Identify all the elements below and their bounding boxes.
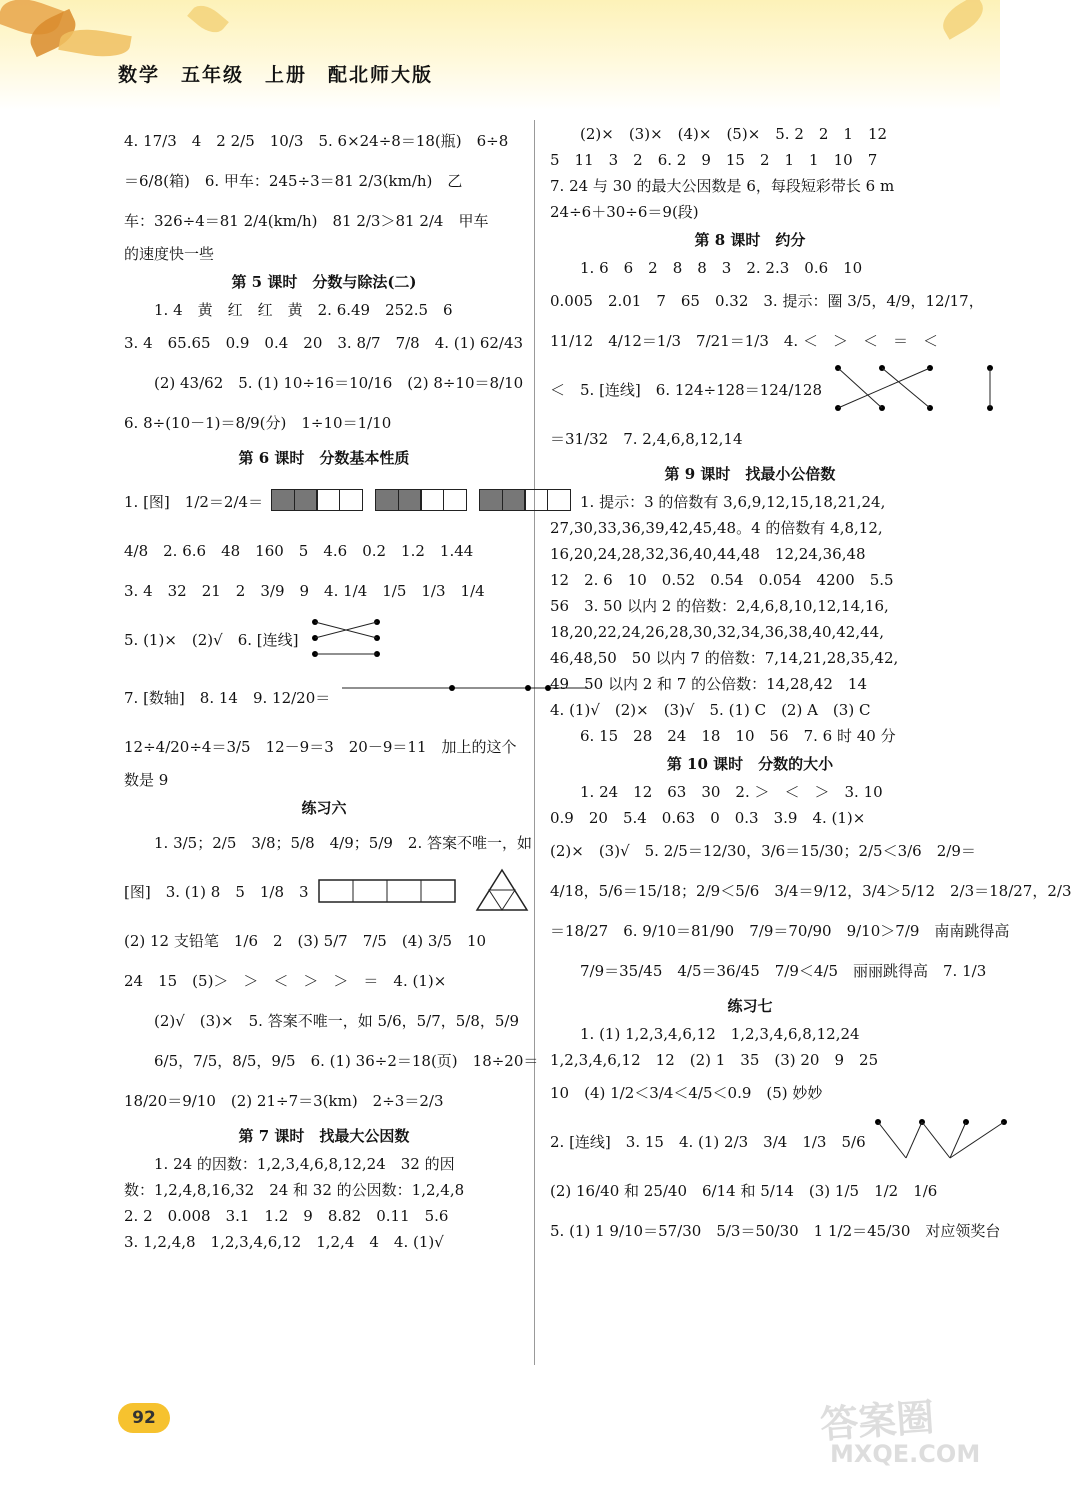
section-heading xyxy=(124,1122,524,1152)
right-column xyxy=(550,122,1072,1252)
answer-line xyxy=(124,1230,524,1256)
answer-text: 车：326÷4＝81 2/4(km/h) 81 2/3＞81 2/4 甲车 xyxy=(124,212,489,231)
answer-line xyxy=(124,364,524,404)
answer-text: 3. 4 65.65 0.9 0.4 20 3. 8/7 7/8 4. (1) 62/43 xyxy=(124,334,524,353)
answer-line xyxy=(550,568,950,594)
answer-line xyxy=(550,952,987,992)
answer-line xyxy=(550,174,950,200)
answer-line xyxy=(124,1178,524,1204)
answer-text: 5. (1) 1 9/10＝57/30 5/3＝50/30 1 1/2＝45/30 对应领奖台 xyxy=(550,1222,1001,1241)
matching-lines-figure xyxy=(307,616,387,666)
answer-line xyxy=(550,490,950,516)
answer-text: 4/18，5/6＝15/18；2/9＜5/6 3/4＝9/12，3/4＞5/12 2/3＝18/27，2/3 xyxy=(550,882,1072,901)
answer-line xyxy=(550,1114,950,1172)
answer-line xyxy=(124,864,524,922)
section-heading xyxy=(550,460,950,490)
answer-line xyxy=(124,532,524,572)
answer-text: 18/20＝9/10 (2) 21÷7＝3(km) 2÷3＝2/3 xyxy=(124,1092,444,1111)
answer-text: 1. 24 12 63 30 2. ＞ ＜ ＞ 3. 10 xyxy=(580,783,883,802)
answer-text: 24 15 (5)＞ ＞ ＜ ＞ ＞ ＝ 4. (1)× xyxy=(124,972,447,991)
section-heading xyxy=(550,226,950,256)
answer-line xyxy=(550,698,950,724)
answer-text: 第 7 课时 找最大公因数 xyxy=(238,1127,410,1146)
page-number: 92 xyxy=(118,1403,170,1433)
answer-line xyxy=(550,542,950,568)
answer-line xyxy=(124,474,524,532)
answer-text: 数是 9 xyxy=(124,771,169,790)
answer-line xyxy=(550,1172,950,1212)
header-banner xyxy=(0,0,1000,110)
answer-text: 6. 8÷(10－1)＝8/9(分) 1÷10＝1/10 xyxy=(124,414,392,433)
answer-text: 0.9 20 5.4 0.63 0 0.3 3.9 4. (1)× xyxy=(550,809,866,828)
answer-line xyxy=(550,832,976,872)
answer-line xyxy=(550,282,984,322)
answer-line xyxy=(550,620,950,646)
answer-text: 11/12 4/12＝1/3 7/21＝1/3 4. ＜ ＞ ＜ ＝ ＜ xyxy=(550,332,938,351)
answer-text: 4/8 2. 6.6 48 160 5 4.6 0.2 1.2 1.44 xyxy=(124,542,474,561)
answer-line xyxy=(124,728,524,768)
answer-text: 6. 15 28 24 18 10 56 7. 6 时 40 分 xyxy=(580,727,896,746)
answer-text: 1. 6 6 2 8 8 3 2. 2.3 0.6 10 xyxy=(580,259,863,278)
answer-line xyxy=(550,594,950,620)
answer-text: 第 8 课时 约分 xyxy=(694,231,806,250)
answer-line xyxy=(124,404,524,444)
answer-line xyxy=(124,670,524,728)
answer-text: 3. 4 32 21 2 3/9 9 4. 1/4 1/5 1/3 1/4 xyxy=(124,582,485,601)
answer-text: (2)× (3)√ 5. 2/5＝12/30，3/6＝15/30；2/5＜3/6 2/9＝ xyxy=(550,842,976,861)
answer-text: 2. [连线] 3. 15 4. (1) 2/3 3/4 1/3 5/6 xyxy=(550,1133,866,1152)
answer-line xyxy=(550,1074,950,1114)
answer-text: 第 5 课时 分数与除法(二) xyxy=(231,273,417,292)
section-heading xyxy=(124,444,524,474)
answer-text: 4. (1)√ (2)× (3)√ 5. (1) C (2) A (3) C xyxy=(550,701,871,720)
answer-line xyxy=(550,362,950,420)
answer-text: 2. 2 0.008 3.1 1.2 9 8.82 0.11 5.6 xyxy=(124,1207,449,1226)
matching-lines-figure xyxy=(874,1116,1024,1170)
leaf-decoration-icon xyxy=(937,0,990,40)
shaded-fraction-figure xyxy=(271,489,583,517)
answer-line xyxy=(550,322,950,362)
answer-text: 1. 4 黄 红 红 黄 2. 6.49 252.5 6 xyxy=(154,301,453,320)
watermark-url: MXQE.COM xyxy=(830,1440,981,1468)
answer-line xyxy=(550,912,1010,952)
answer-text: ＝6/8(箱) 6. 甲车：245÷3＝81 2/3(km/h) 乙 xyxy=(124,172,463,191)
answer-line xyxy=(124,572,524,612)
answer-line xyxy=(124,1204,524,1230)
answer-line xyxy=(550,1022,950,1048)
answer-line xyxy=(550,780,950,806)
answer-line xyxy=(124,242,524,268)
answer-line xyxy=(124,122,524,162)
answer-text: ＜ 5. [连线] 6. 124÷128＝124/128 xyxy=(550,381,823,400)
answer-line xyxy=(550,122,950,148)
left-column xyxy=(124,122,539,1256)
answer-text: (2)× (3)× (4)× (5)× 5. 2 2 1 12 xyxy=(580,125,888,144)
answer-text: 18,20,22,24,26,28,30,32,34,36,38,40,42,44, xyxy=(550,623,884,642)
answer-line xyxy=(124,202,524,242)
answer-line xyxy=(550,646,950,672)
answer-text: 第 10 课时 分数的大小 xyxy=(666,755,834,774)
answer-text: 7. 24 与 30 的最大公因数是 6，每段短彩带长 6 m xyxy=(550,177,895,196)
matching-lines-figure xyxy=(830,362,1020,420)
answer-line xyxy=(124,1152,524,1178)
column-divider xyxy=(534,120,535,1365)
answer-line xyxy=(124,1042,539,1082)
watermark-logo: 答案圈 xyxy=(818,1395,936,1447)
answer-text: 第 9 课时 找最小公倍数 xyxy=(664,465,836,484)
answer-text: 4. 17/3 4 2 2/5 10/3 5. 6×24÷8＝18(瓶) 6÷8 xyxy=(124,132,509,151)
answer-text: 1,2,3,4,6,12 12 (2) 1 35 (3) 20 9 25 xyxy=(550,1051,879,1070)
answer-text: 12÷4/20÷4＝3/5 12－9＝3 20－9＝11 加上的这个 xyxy=(124,738,517,757)
answer-line xyxy=(550,806,950,832)
answer-text: 练习七 xyxy=(727,997,773,1016)
answer-text: 1. 3/5；2/5 3/8；5/8 4/9；5/9 2. 答案不唯一，如 xyxy=(154,834,533,853)
answer-text: 27,30,33,36,39,42,45,48。4 的倍数有 4,8,12, xyxy=(550,519,883,538)
answer-line xyxy=(124,162,524,202)
answer-line xyxy=(550,1048,950,1074)
answer-text: 1. [图] 1/2＝2/4＝ xyxy=(124,493,264,512)
answer-text: 10 (4) 1/2＜3/4＜4/5＜0.9 (5) 妙妙 xyxy=(550,1084,823,1103)
answer-text: 7. [数轴] 8. 14 9. 12/20＝ xyxy=(124,689,331,708)
answer-line xyxy=(550,200,950,226)
answer-text: 1. (1) 1,2,3,4,6,12 1,2,3,4,6,8,12,24 xyxy=(580,1025,860,1044)
answer-text: (2) 43/62 5. (1) 10÷16＝10/16 (2) 8÷10＝8/10 xyxy=(154,374,524,393)
leaf-decoration-icon xyxy=(187,0,229,39)
answer-line xyxy=(124,824,533,864)
answer-line xyxy=(550,420,950,460)
answer-text: 12 2. 6 10 0.52 0.54 0.054 4200 5.5 xyxy=(550,571,894,590)
answer-line xyxy=(124,324,524,364)
figure-svg xyxy=(317,868,547,912)
answer-text: 24÷6＋30÷6＝9(段) xyxy=(550,203,699,222)
answer-text: 1. 提示：3 的倍数有 3,6,9,12,15,18,21,24, xyxy=(580,493,886,512)
answer-text: 5. (1)× (2)√ 6. [连线] xyxy=(124,631,299,650)
answer-line xyxy=(124,922,524,962)
answer-text: 16,20,24,28,32,36,40,44,48 12,24,36,48 xyxy=(550,545,866,564)
answer-line xyxy=(550,724,950,750)
answer-line xyxy=(550,148,950,174)
rectangle-and-triangle-figure xyxy=(317,868,547,918)
section-heading xyxy=(550,750,950,780)
answer-line xyxy=(124,1082,524,1122)
answer-line xyxy=(550,1212,1001,1252)
answer-line xyxy=(124,962,524,1002)
answer-text: ＝31/32 7. 2,4,6,8,12,14 xyxy=(550,430,743,449)
answer-text: 第 6 课时 分数基本性质 xyxy=(238,449,410,468)
answer-text: 5 11 3 2 6. 2 9 15 2 1 1 10 7 xyxy=(550,151,878,170)
answer-line xyxy=(550,872,1072,912)
answer-line xyxy=(124,612,524,670)
answer-line xyxy=(550,256,950,282)
answer-text: 56 3. 50 以内 2 的倍数：2,4,6,8,10,12,14,16, xyxy=(550,597,889,616)
answer-text: 7/9＝35/45 4/5＝36/45 7/9＜4/5 丽丽跳得高 7. 1/3 xyxy=(580,962,987,981)
answer-text: (2) 12 支铅笔 1/6 2 (3) 5/7 7/5 (4) 3/5 10 xyxy=(124,932,487,951)
answer-text: 49 50 以内 2 和 7 的公倍数：14,28,42 14 xyxy=(550,675,867,694)
answer-line xyxy=(550,672,950,698)
answer-text: 练习六 xyxy=(301,799,347,818)
section-heading xyxy=(124,268,524,298)
answer-line xyxy=(124,1002,524,1042)
page-title: 数学 五年级 上册 配北师大版 xyxy=(118,64,434,86)
answer-text: 1. 24 的因数：1,2,3,4,6,8,12,24 32 的因 xyxy=(154,1155,455,1174)
answer-text: 数：1,2,4,8,16,32 24 和 32 的公因数：1,2,4,8 xyxy=(124,1181,465,1200)
answer-line xyxy=(124,298,524,324)
answer-text: 6/5，7/5，8/5，9/5 6. (1) 36÷2＝18(页) 18÷20＝ xyxy=(154,1052,539,1071)
answer-text: (2) 16/40 和 25/40 6/14 和 5/14 (3) 1/5 1/2 1/6 xyxy=(550,1182,938,1201)
answer-text: 的速度快一些 xyxy=(124,245,215,264)
section-heading xyxy=(124,794,524,824)
answer-text: [图] 3. (1) 8 5 1/8 3 xyxy=(124,883,309,902)
section-heading xyxy=(550,992,950,1022)
answer-line xyxy=(124,768,524,794)
answer-text: (2)√ (3)× 5. 答案不唯一，如 5/6，5/7，5/8，5/9 xyxy=(154,1012,520,1031)
answer-line xyxy=(550,516,950,542)
answer-text: 46,48,50 50 以内 7 的倍数：7,14,21,28,35,42, xyxy=(550,649,899,668)
answer-text: 0.005 2.01 7 65 0.32 3. 提示：圈 3/5，4/9，12/17， xyxy=(550,292,984,311)
answer-text: 3. 1,2,4,8 1,2,3,4,6,12 1,2,4 4 4. (1)√ xyxy=(124,1233,444,1252)
answer-text: ＝18/27 6. 9/10＝81/90 7/9＝70/90 9/10＞7/9 南南跳得高 xyxy=(550,922,1010,941)
